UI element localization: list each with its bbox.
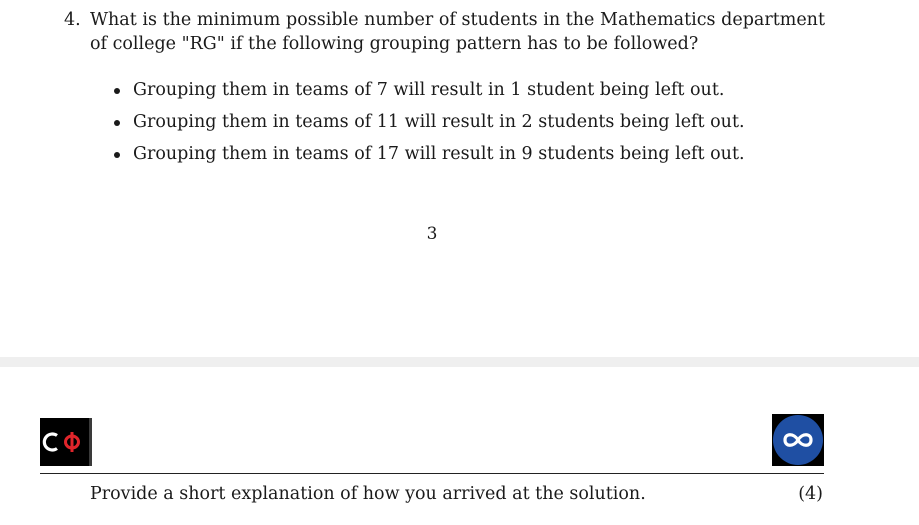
condition-text: Grouping them in teams of 17 will result in 9 students being left out. bbox=[133, 144, 745, 164]
question-number: 4. bbox=[64, 10, 81, 30]
bullet-icon bbox=[114, 120, 120, 126]
list-item bbox=[110, 142, 745, 174]
question-text: What is the minimum possible number of students in the Mathematics department of college "RG" if the following grouping pattern has to be followed? bbox=[90, 10, 825, 54]
condition-list bbox=[110, 78, 745, 174]
list-item bbox=[110, 110, 745, 142]
condition-text: Grouping them in teams of 11 will result in 2 students being left out. bbox=[133, 112, 745, 132]
list-item bbox=[110, 78, 745, 110]
header-rule bbox=[40, 473, 824, 474]
page-number: 3 bbox=[426, 224, 438, 244]
instruction-text: Provide a short explanation of how you arrived at the solution. bbox=[90, 484, 646, 504]
page-separator bbox=[0, 357, 919, 367]
condition-text: Grouping them in teams of 7 will result in 1 student being left out. bbox=[133, 80, 725, 100]
cphi-logo-icon bbox=[40, 418, 92, 466]
infinity-logo-icon bbox=[772, 414, 824, 466]
bullet-icon bbox=[114, 152, 120, 158]
marks-label: (4) bbox=[798, 484, 823, 504]
bullet-icon bbox=[114, 88, 120, 94]
